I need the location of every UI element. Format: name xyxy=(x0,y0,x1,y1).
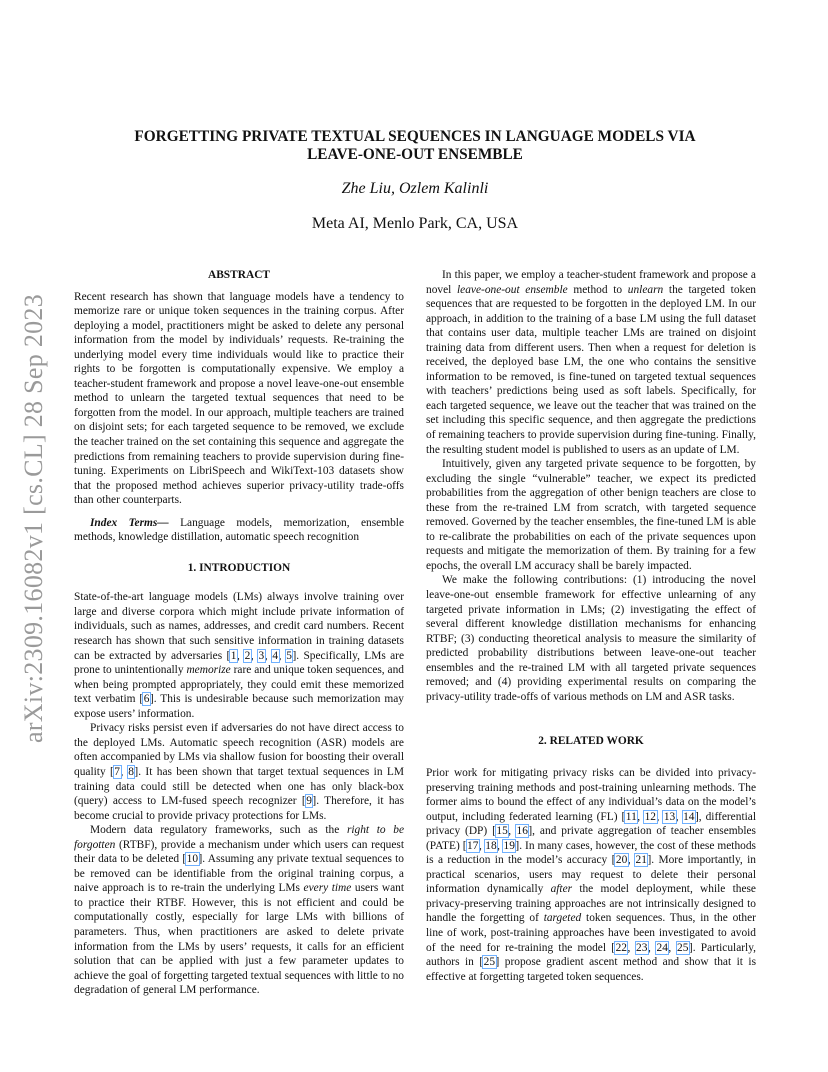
related-work-heading: 2. RELATED WORK xyxy=(538,735,644,748)
authors: Zhe Liu, Ozlem Kalinli xyxy=(341,180,489,197)
text-run: the targeted token sequences that are requested to be forgotten in the deployed LM. In our approach, in addition to the training of a base LM using the full dataset that contains user data, multiple teacher LMs are trained on disjoint training data from different users. Then when a request for deletion is received, the deployed base LM, the one who contains the sensitive information to be removed, is fine-tuned on targeted textual sequences with teachers’ predictions being used as soft labels. Specifically, for each targeted sequence, we leave out the teacher that was trained on the set including this specific sequence, and then aggregate the predictions of remaining teachers to provide supervision during fine-tuning. Finally, the resulting student model is published to users as an update of LM. xyxy=(426,283,756,456)
text-run: ]. More importantly, in practical scenarios, users may request to delete their personal information dynamically xyxy=(426,854,756,896)
right-column xyxy=(426,268,756,984)
citation-link[interactable]: 5 xyxy=(286,649,292,662)
citation-link[interactable]: 21 xyxy=(635,854,647,867)
arxiv-identifier[interactable]: arXiv:2309.16082v1 [cs.CL] 28 Sep 2023 xyxy=(19,293,48,743)
citation-link[interactable]: 7 xyxy=(114,765,120,778)
text-run: Prior work for mitigating privacy risks can be divided into privacy-preserving training methods and post-training unlearning methods. The former aims to bound the effect of any individual’s data on the model’s output, including federated learning (FL) [ xyxy=(426,766,756,823)
abstract-text: Recent research has shown that language models have a tendency to memorize rare or unique token sequences in the training corpus. After deploying a model, practitioners might be asked to delete any personal information from the model by individuals’ requests. Re-training the underlying model every time individuals would like to practice their rights to be forgotten is computationally expensive. We employ a teacher-student framework and propose a novel leave-one-out ensemble method to unlearn the targeted textual sequences that need to be forgotten from the model. In our approach, multiple teachers are trained on disjoint sets; for each targeted sequence to be removed, we exclude the teacher trained on the set containing this sequence and aggregate the predictions from remaining teachers to provide supervision during fine-tuning. Experiments on LibriSpeech and WikiText-103 datasets show that the proposed method achieves superior privacy-utility trade-offs than other counterparts. xyxy=(74,290,404,507)
citation-link[interactable]: 25 xyxy=(483,956,496,969)
text-run: (RTBF), provide a mechanism under which users can request their data to be deleted [ xyxy=(74,838,404,866)
text-run: In this paper, we employ a teacher-student framework and propose a novel xyxy=(426,269,756,296)
emphasis: unlearn xyxy=(627,283,664,296)
text-run: ], and private aggregation of teacher ensembles (PATE) [ xyxy=(426,825,756,852)
citation-link[interactable]: 12 xyxy=(644,810,656,823)
text-run: users want to practice their RTBF. However, this is not efficient and could be computationally costly, especially for large LMs with billions of parameters. Thus, when practitioners are asked to delete private information from the LMs by users’ requests, it calls for an efficient solution that can be applied with just a few parameter updates to achieve the goal of forgetting targeted textual sequences with little to no degradation of general LM performance. xyxy=(74,882,404,997)
text-run: ], differential privacy (DP) [ xyxy=(426,810,756,838)
citation-link[interactable]: 14 xyxy=(683,810,695,823)
emphasis: memorize xyxy=(186,664,231,677)
related-paragraph-1: Prior work for mitigating privacy risks can be divided into privacy-preserving training methods and post-training unlearning methods. The former aims to bound the effect of any individual’s data on the model’s output, including federated learning (FL) [11, 12, 13, 14], differential privacy (DP) [15, 16], and private aggregation of teacher ensembles (PATE) [17, 18, 19]. In many cases, however, the cost of these methods is a reduction in the model’s accuracy [20, 21]. More importantly, in practical scenarios, users may request to delete their personal information dynamically after the model deployment, while these privacy-preserving training approaches are not intrinsically designed to handle the forgetting of targeted token sequences. Thus, in the other line of work, post-training approaches have been investigated to avoid of the need for re-training the model [22, 23, 24, 25]. Particularly, authors in [25] propose gradient ascent method and show that it is effective at forgetting targeted token sequences. xyxy=(426,766,757,983)
citation-link[interactable]: 8 xyxy=(128,765,134,778)
citation-link[interactable]: 4 xyxy=(272,649,279,662)
text-run: ]. In many cases, however, the cost of these methods is a reduction in the model’s accuracy [ xyxy=(426,839,756,867)
affiliation: Meta AI, Menlo Park, CA, USA xyxy=(311,215,519,232)
citation-link[interactable]: 13 xyxy=(663,810,676,823)
title-line-2: LEAVE-ONE-OUT ENSEMBLE xyxy=(307,146,523,163)
citation-link[interactable]: 10 xyxy=(186,853,199,866)
right-paragraph-3: We make the following contributions: (1) introducing the novel leave-one-out ensemble framework for effective unlearning of any targeted private information in LMs; (2) investigating the effect of several different knowledge distillation mechanisms for enhancing RTBF; (3) conducting theoretical analysis to measure the similarity of predicted probability distributions between leave-one-out teacher ensembles and the re-trained LM with all targeted private sequences removed; and (4) providing experimental results on comparing the privacy-utility trade-offs of various methods on LM and ASR tasks. xyxy=(426,574,756,703)
citation-link[interactable]: 16 xyxy=(516,825,528,838)
text-run: token sequences. Thus, in the other line of work, post-training approaches have been investigated to avoid of the need for re-training the model [ xyxy=(426,912,756,954)
left-column xyxy=(74,268,404,998)
right-paragraph-1 xyxy=(426,268,756,457)
citation-link[interactable]: 17 xyxy=(467,839,479,852)
emphasis: right to be forgotten xyxy=(74,824,405,851)
intro-heading: 1. INTRODUCTION xyxy=(187,561,291,574)
citation-link[interactable]: 25 xyxy=(677,941,689,954)
index-terms-label: Index Terms— xyxy=(90,516,169,529)
citation-link[interactable]: 19 xyxy=(503,839,515,852)
citation-link[interactable]: 11 xyxy=(625,810,637,823)
text-run: Privacy risks persist even if adversaries do not have direct access to the deployed LMs. Automatic speech recognition (ASR) models are often accompanied by LMs via shallow fusion for boosting their overall quality [ xyxy=(74,722,404,778)
emphasis: targeted xyxy=(543,912,582,925)
text-run: ]. Therefore, it has become crucial to provide privacy protections for LMs. xyxy=(74,795,405,822)
text-run: ] propose gradient ascent method and show that it is effective at forgetting targeted token sequences. xyxy=(426,956,756,983)
citation-link[interactable]: 24 xyxy=(656,941,668,954)
citation-link[interactable]: 3 xyxy=(258,649,265,662)
citation-link[interactable]: 2 xyxy=(244,649,251,662)
citation-link[interactable]: 20 xyxy=(615,854,628,867)
text-run: Modern data regulatory frameworks, such as the xyxy=(90,824,347,837)
text-run: ]. Assuming any private textual sequences to be removed can be identifiable from the original training corpus, a naive approach is to re-train the underlying LMs xyxy=(74,853,405,895)
citation-link[interactable]: 23 xyxy=(636,941,648,954)
text-run: method to xyxy=(567,283,628,296)
emphasis: every time xyxy=(303,882,352,895)
text-run: ]. Specifically, LMs are prone to unintentionally xyxy=(74,649,404,677)
title-line-1: FORGETTING PRIVATE TEXTUAL SEQUENCES IN LANGUAGE MODELS VIA xyxy=(134,128,696,145)
intro-paragraph-2: Privacy risks persist even if adversaries do not have direct access to the deployed LMs. Automatic speech recognition (ASR) models are often accompanied by LMs via shallow fusion for boosting their overall quality [7, 8]. It has been shown that target textual sequences in LM training data could still be detected when one has only black-box (query) access to LM-fused speech recognizer [9]. Therefore, it has become crucial to provide privacy protections for LMs. xyxy=(74,722,405,822)
abstract-heading: ABSTRACT xyxy=(207,269,271,281)
emphasis: leave-one-out ensemble xyxy=(457,283,568,296)
citation-link[interactable]: 22 xyxy=(615,941,627,954)
text-run: State-of-the-art language models (LMs) always involve training over large and diverse corpora which might include private information of individuals, such as names, addresses, and credit card numbers. Recent research has shown that such sensitive information in training datasets can be extracted by adversaries [ xyxy=(74,591,404,662)
emphasis: after xyxy=(550,883,573,896)
text-run: ]. It has been shown that target textual sequences in LM training data could still be detected when one has only black-box (query) access to LM-fused speech recognizer [ xyxy=(74,765,404,808)
paper-title xyxy=(90,128,740,164)
index-terms-text: Language models, memorization, ensemble methods, knowledge distillation, automatic speech recognition xyxy=(74,516,404,544)
intro-paragraph-1: State-of-the-art language models (LMs) always involve training over large and diverse corpora which might include private information of individuals, such as names, addresses, and credit card numbers. Recent research has shown that such sensitive information in training datasets can be extracted by adversaries [1, 2, 3, 4, 5]. Specifically, LMs are prone to unintentionally memorize rare and unique token sequences, and when being prompted appropriately, they could emit these memorized text verbatim [6]. This is undesirable because such memorization may expose users’ information. xyxy=(74,591,404,720)
intro-paragraph-3 xyxy=(74,823,404,998)
text-run: rare and unique token sequences, and when being prompted appropriately, they could emit these memorized text verbatim [ xyxy=(74,664,404,706)
citation-link[interactable]: 15 xyxy=(496,825,508,838)
text-run: the model deployment, while these privacy-preserving training approaches are not intrinsically designed to handle the forgetting of xyxy=(426,883,756,925)
citation-link[interactable]: 6 xyxy=(143,693,150,706)
right-paragraph-2: Intuitively, given any targeted private sequence to be forgotten, by excluding the single “vulnerable” teacher, we expect its predicted probabilities from the aggregation of other benign teachers are close to these from the re-trained LM from scratch, with targeted sequence removed. Governed by the teacher ensembles, the fine-tuned LM is able to re-calibrate the probabilities on each of the private sequences upon requests and mitigate the memorization of them. By training for a few epochs, the overall LM accuracy shall be barely impacted. xyxy=(426,458,756,572)
citation-link[interactable]: 1 xyxy=(230,649,237,662)
citation-link[interactable]: 18 xyxy=(485,839,497,852)
index-terms xyxy=(74,516,404,545)
citation-link[interactable]: 9 xyxy=(306,795,312,808)
text-run: ]. This is undesirable because such memorization may expose users’ information. xyxy=(74,693,404,720)
text-run: ]. Particularly, authors in [ xyxy=(426,941,757,969)
